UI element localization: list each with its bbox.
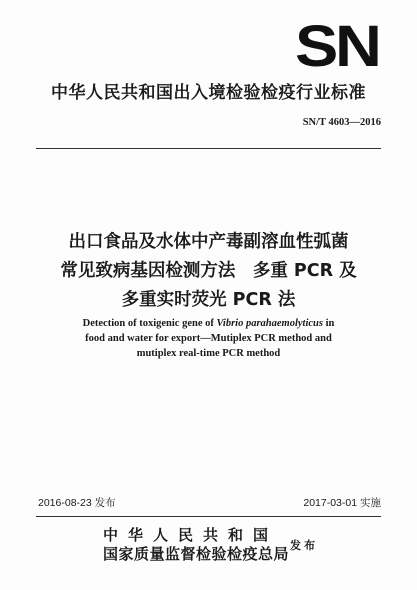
org-title: 中华人民共和国出入境检验检疫行业标准 — [51, 83, 366, 103]
standard-number: SN/T 4603—2016 — [302, 117, 381, 128]
english-title-prefix: Detection of toxigenic gene of — [82, 318, 217, 329]
english-title-line-2: food and water for export—Mutiplex PCR method and — [85, 333, 332, 344]
issue-date: 2016-08-23 发布 — [38, 497, 116, 509]
issuer-block — [0, 524, 417, 574]
english-title-line-1 — [0, 316, 417, 331]
top-divider — [36, 148, 381, 149]
chinese-title-line-2: 常见致病基因检测方法 多重 PCR 及 — [60, 261, 357, 281]
bottom-divider — [36, 516, 381, 517]
english-title — [0, 316, 417, 361]
chinese-title-line-1: 出口食品及水体中产毒副溶血性弧菌 — [68, 232, 349, 252]
effective-date: 2017-03-01 实施 — [303, 497, 381, 509]
chinese-title — [0, 228, 417, 315]
sn-logo: SN — [295, 14, 379, 79]
chinese-title-line-3: 多重实时荧光 PCR 法 — [121, 290, 296, 310]
english-title-suffix: in — [322, 318, 335, 329]
issuer-country: 中华人民共和国 — [103, 526, 279, 544]
english-title-line-3: mutiplex real-time PCR method — [136, 348, 281, 359]
issuer-publish-label: 发布 — [290, 539, 318, 552]
species-name: Vibrio parahaemolyticus — [216, 318, 323, 329]
issuer-agency: 国家质量监督检验检疫总局 — [103, 545, 290, 563]
